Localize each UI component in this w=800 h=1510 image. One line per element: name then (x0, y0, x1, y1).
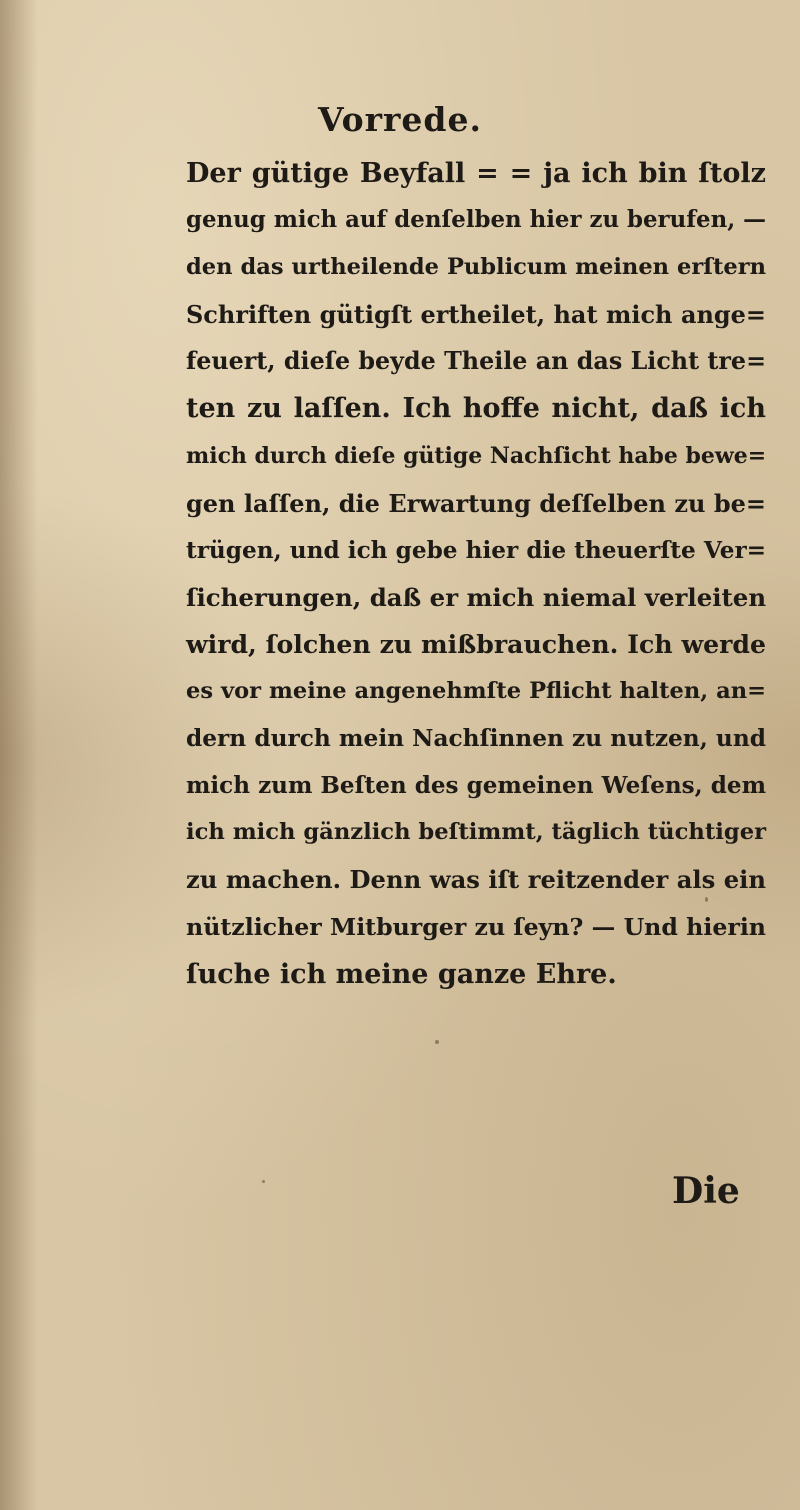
text-line: mich durch dieſe gütige Nachſicht habe bewe= (186, 442, 767, 469)
paper-speck (705, 897, 708, 902)
text-line: den das urtheilende Publicum meinen erſtern (186, 254, 766, 281)
text-line: trügen, und ich gebe hier die theuerſte Ver= (186, 536, 767, 564)
text-line: ſicherungen, daß er mich niemal verleiten (186, 582, 767, 612)
text-line: feuert, dieſe beyde Theile an das Licht tre= (186, 347, 766, 376)
catchword: Die (672, 1170, 740, 1212)
text-line: Schriften gütigſt ertheilet, hat mich ange= (186, 300, 766, 330)
page-gutter-shadow (0, 0, 38, 1510)
text-line-last: ſuche ich meine ganze Ehre. (186, 958, 617, 990)
text-line: ten zu laſſen. Ich hoffe nicht, daß ich (186, 393, 766, 425)
paper-speck (435, 1040, 439, 1044)
body-text (186, 150, 766, 998)
text-line: gen laſſen, die Erwartung deſſelben zu be= (186, 488, 766, 518)
paper-speck (262, 1180, 265, 1183)
running-head: Vorrede. (318, 100, 482, 139)
text-line: ich mich gänzlich beſtimmt, täglich tüchtiger (186, 819, 767, 846)
text-line: genug mich auf denſelben hier zu berufen, — (186, 207, 766, 234)
text-line: mich zum Beſten des gemeinen Weſens, dem (186, 772, 766, 800)
text-line: nützlicher Mitburger zu ſeyn? — Und hierin (186, 912, 766, 941)
text-line: Der gütige Beyfall = = ja ich bin ſtolz (186, 158, 766, 189)
text-line: zu machen. Denn was iſt reitzender als ein (186, 865, 766, 895)
text-line: wird, ſolchen zu mißbrauchen. Ich werde (186, 628, 766, 659)
text-line: es vor meine angenehmſte Pflicht halten, an= (186, 678, 766, 705)
text-line: dern durch mein Nachſinnen zu nutzen, und (186, 725, 766, 753)
